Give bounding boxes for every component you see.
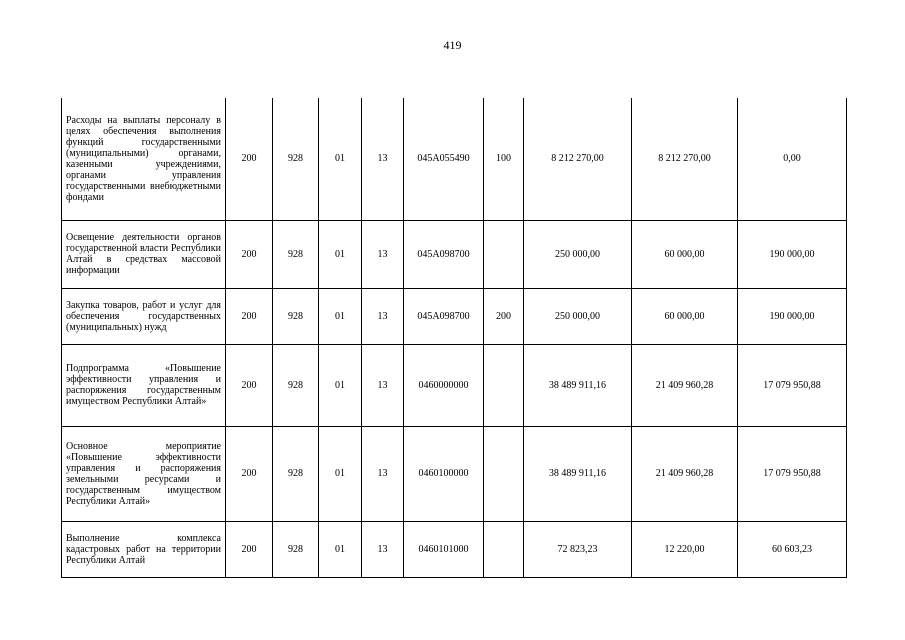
- target-code: 045A098700: [404, 220, 484, 288]
- amount-2: 8 212 270,00: [632, 98, 738, 220]
- grbs-code: 928: [273, 344, 319, 426]
- table-row: [62, 220, 847, 288]
- admin-code: 200: [226, 220, 273, 288]
- target-code: 0460101000: [404, 521, 484, 577]
- expense-type-code: [484, 220, 524, 288]
- amount-2: 60 000,00: [632, 288, 738, 344]
- section-code: 01: [319, 288, 362, 344]
- section-code: 01: [319, 98, 362, 220]
- grbs-code: 928: [273, 288, 319, 344]
- subsection-code: 13: [362, 344, 404, 426]
- amount-1: 250 000,00: [524, 220, 632, 288]
- section-code: 01: [319, 521, 362, 577]
- subsection-code: 13: [362, 220, 404, 288]
- grbs-code: 928: [273, 98, 319, 220]
- row-name: Освещение деятельности органов государственной власти Республики Алтай в средствах массовой информации: [62, 220, 226, 288]
- amount-3: 17 079 950,88: [738, 344, 847, 426]
- amount-3: 60 603,23: [738, 521, 847, 577]
- expense-type-code: 200: [484, 288, 524, 344]
- admin-code: 200: [226, 288, 273, 344]
- row-name: Расходы на выплаты персоналу в целях обеспечения выполнения функций государственными (муниципальными) органами, казенными учреждениями, органами управления государственными внебюджетными фондами: [62, 98, 226, 220]
- target-code: 045A055490: [404, 98, 484, 220]
- subsection-code: 13: [362, 288, 404, 344]
- target-code: 045A098700: [404, 288, 484, 344]
- table-row: [62, 344, 847, 426]
- amount-1: 38 489 911,16: [524, 426, 632, 521]
- amount-2: 12 220,00: [632, 521, 738, 577]
- amount-2: 60 000,00: [632, 220, 738, 288]
- row-name: Основное мероприятие «Повышение эффективности управления и распоряжения земельными ресурсами и государственным имуществом Республики Алтай»: [62, 426, 226, 521]
- admin-code: 200: [226, 344, 273, 426]
- expense-type-code: [484, 426, 524, 521]
- budget-table: [61, 98, 847, 578]
- amount-3: 190 000,00: [738, 220, 847, 288]
- subsection-code: 13: [362, 98, 404, 220]
- expense-type-code: [484, 521, 524, 577]
- amount-2: 21 409 960,28: [632, 426, 738, 521]
- expense-type-code: 100: [484, 98, 524, 220]
- subsection-code: 13: [362, 426, 404, 521]
- grbs-code: 928: [273, 426, 319, 521]
- page-number: 419: [443, 38, 462, 52]
- amount-2: 21 409 960,28: [632, 344, 738, 426]
- row-name: Закупка товаров, работ и услуг для обеспечения государственных (муниципальных) нужд: [62, 288, 226, 344]
- section-code: 01: [319, 426, 362, 521]
- amount-3: 0,00: [738, 98, 847, 220]
- amount-1: 72 823,23: [524, 521, 632, 577]
- grbs-code: 928: [273, 521, 319, 577]
- admin-code: 200: [226, 521, 273, 577]
- row-name: Выполнение комплекса кадастровых работ на территории Республики Алтай: [62, 521, 226, 577]
- table-row: [62, 288, 847, 344]
- admin-code: 200: [226, 426, 273, 521]
- amount-1: 38 489 911,16: [524, 344, 632, 426]
- table-row: [62, 426, 847, 521]
- amount-3: 17 079 950,88: [738, 426, 847, 521]
- table-row: [62, 521, 847, 577]
- grbs-code: 928: [273, 220, 319, 288]
- amount-1: 8 212 270,00: [524, 98, 632, 220]
- admin-code: 200: [226, 98, 273, 220]
- section-code: 01: [319, 344, 362, 426]
- amount-3: 190 000,00: [738, 288, 847, 344]
- target-code: 0460000000: [404, 344, 484, 426]
- row-name: Подпрограмма «Повышение эффективности управления и распоряжения государственным имуществом Республики Алтай»: [62, 344, 226, 426]
- section-code: 01: [319, 220, 362, 288]
- subsection-code: 13: [362, 521, 404, 577]
- amount-1: 250 000,00: [524, 288, 632, 344]
- expense-type-code: [484, 344, 524, 426]
- table-row: [62, 98, 847, 220]
- target-code: 0460100000: [404, 426, 484, 521]
